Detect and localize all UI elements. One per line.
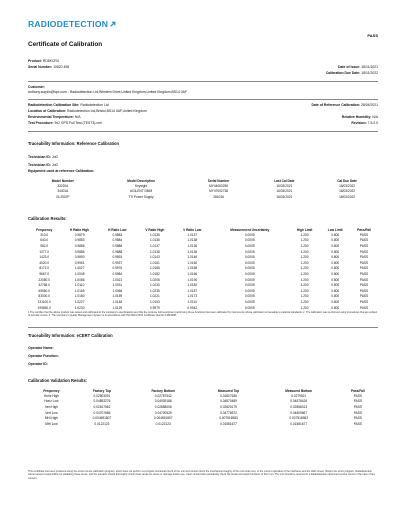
table-cell: 1.200: [300, 243, 309, 248]
table-cell: 1.0166: [149, 266, 160, 271]
table-cell: 0.02858006: [154, 404, 172, 409]
table-cell: 0.02856313: [290, 404, 308, 409]
table-cell: 0.02803091: [93, 393, 111, 398]
column-header: High Limit: [296, 227, 313, 232]
table-cell: 0.0005: [244, 232, 255, 237]
table-cell: 1.0066: [112, 288, 123, 293]
table-cell: Horiz High: [43, 393, 59, 398]
table-cell: 1.0136: [187, 243, 198, 248]
env-value: N/A: [74, 115, 81, 119]
table-cell: 0.01581677: [220, 421, 237, 426]
table-cell: PASS: [359, 266, 369, 271]
table-cell: 8172.0: [39, 266, 50, 271]
logo-text: RADIODETECTION: [28, 19, 109, 29]
table-cell: 16/03/2021: [276, 189, 293, 194]
table-cell: PASS: [353, 410, 363, 415]
table-cell: 0.9893: [112, 255, 123, 260]
humidity-label: Relative Humidity:: [341, 115, 372, 119]
table-cell: 1.200: [300, 299, 309, 304]
table-cell: PASS: [359, 260, 369, 265]
due-row: [326, 71, 378, 75]
table-cell: 0.0005: [244, 277, 255, 282]
table-cell: MHi Low: [45, 421, 58, 426]
table-cell: 1.0153: [149, 299, 160, 304]
ref-date-label: Date of Reference Calibration:: [311, 103, 361, 107]
brand-logo: [28, 19, 116, 30]
column-header: Frequency: [43, 388, 60, 393]
issue-label: Date of Issue:: [338, 65, 361, 69]
table-cell: 0.02825179: [220, 404, 237, 409]
env-label: Environmental Temperature:: [28, 115, 74, 119]
table-cell: 1.200: [300, 271, 309, 276]
table-cell: 16/03/2021: [276, 194, 293, 199]
location-row: [28, 109, 147, 113]
table-cell: 0.9883: [112, 232, 123, 237]
location-label: Location of Calibration:: [28, 109, 67, 113]
page-title: Certificate of Calibration: [28, 41, 103, 48]
table-cell: PASS: [353, 421, 363, 426]
column-header: Measured Top: [217, 388, 240, 393]
table-cell: 0.0122123: [94, 421, 110, 426]
revision-row: [351, 121, 378, 125]
results-title: Calibration Results:: [28, 216, 67, 221]
table-cell: 1.0221: [149, 294, 160, 299]
table-cell: 1.0135: [149, 232, 160, 237]
arrow-up-right-icon: [110, 21, 116, 27]
column-header: Measurement Uncertainty: [230, 227, 270, 232]
table-cell: 0.800: [331, 266, 340, 271]
table-cell: 1.0230: [74, 305, 85, 310]
table-cell: 0.0005: [244, 255, 255, 260]
table-cell: PASS: [359, 243, 369, 248]
humidity-value: N/A: [372, 115, 378, 119]
table-cell: PASS: [353, 404, 363, 409]
table-cell: PASS: [359, 288, 369, 293]
table-cell: PASS: [359, 249, 369, 254]
table-cell: 199650.0: [37, 305, 51, 310]
table-cell: 1.0159: [112, 294, 123, 299]
table-cell: 0.800: [331, 299, 340, 304]
table-cell: 1.0027: [74, 266, 85, 271]
table-cell: PASS: [353, 399, 363, 404]
table-cell: 1.200: [300, 283, 309, 288]
table-cell: 1.200: [300, 260, 309, 265]
table-cell: 0.800: [331, 260, 340, 265]
table-cell: 0.004691807: [153, 416, 173, 421]
table-cell: PASS: [359, 294, 369, 299]
tech2-row: [28, 163, 58, 167]
table-cell: 0.9961: [74, 260, 85, 265]
table-cell: 4020.0: [39, 260, 50, 265]
tech-row: [28, 155, 58, 159]
table-cell: 0.800: [331, 232, 340, 237]
table-cell: 0.9984: [112, 271, 123, 276]
table-cell: PASS: [359, 305, 369, 310]
table-cell: 1.0230: [149, 283, 160, 288]
table-cell: 1.0129: [112, 305, 123, 310]
column-header: Model Description: [127, 178, 155, 183]
table-cell: 0.9884: [112, 238, 123, 243]
table-cell: 1.0227: [74, 299, 85, 304]
table-cell: 1.0135: [187, 249, 198, 254]
table-cell: 0.800: [331, 288, 340, 293]
table-cell: 0.800: [331, 238, 340, 243]
table-cell: 0.0005: [244, 283, 255, 288]
results-table: [28, 227, 378, 310]
table-cell: 1.0165: [74, 288, 85, 293]
table-cell: PASS: [359, 283, 369, 288]
table-cell: 1.200: [300, 232, 309, 237]
table-cell: 0.9890: [74, 255, 85, 260]
divider: [28, 99, 378, 100]
env-row: [28, 115, 81, 119]
product-row: [28, 59, 59, 63]
table-cell: 1.200: [300, 294, 309, 299]
table-cell: 0.9886: [112, 243, 123, 248]
table-cell: 0.9883: [74, 238, 85, 243]
table-cell: 0.0005: [244, 299, 255, 304]
column-header: Pass/Fail: [357, 227, 371, 232]
table-cell: 22050.0: [38, 277, 50, 282]
table-cell: 9667.0: [39, 271, 50, 276]
table-cell: 0.04809667: [290, 410, 308, 415]
table-cell: 16/03/2022: [339, 183, 356, 188]
table-cell: 1.200: [300, 277, 309, 282]
table-cell: 1.0031: [112, 283, 123, 288]
tech2-label: Technician ID:: [28, 163, 51, 167]
issue-row: [338, 65, 378, 69]
table-cell: MY47002738: [209, 189, 229, 194]
table-cell: 0.9937: [112, 260, 123, 265]
operator-id-row: [28, 362, 48, 366]
table-cell: GL2507P: [56, 194, 70, 199]
revision-value: 7.5.2.0: [367, 121, 378, 125]
operator-id-label: Operator ID:: [28, 362, 48, 366]
table-cell: 1.0137: [187, 232, 198, 237]
table-cell: PASS: [359, 271, 369, 276]
table-cell: 1.0136: [149, 238, 160, 243]
table-cell: 0.800: [331, 255, 340, 260]
table-cell: 1.0173: [187, 294, 198, 299]
disclaimer: This certificate has been produced using the eCert remote calibration program. eCert does not perform a complete functional check of the unit and cannot check the mechanical integrity of the unit under test, or the current operation of the interfaces and the LED screen. Before the eCert program, Radiodetection cannot accept responsibility for validating these areas, and the operator should thoroughly check these areas for cause or damage before use. Users should also periodically check the locate and depth functions of their unit. The unit should be returned to a Radiodetection approved service centre in the case of any concern.: [28, 470, 376, 480]
table-cell: Vert High: [44, 404, 58, 409]
table-cell: 1.200: [300, 249, 309, 254]
table-cell: 1.200: [300, 238, 309, 243]
table-cell: AGILENT DMM: [130, 189, 153, 194]
table-cell: 310.0: [40, 232, 49, 237]
table-cell: 0.02787542: [154, 393, 172, 398]
table-cell: 1.0190: [187, 277, 198, 282]
customer-address: - Radiodetection Ltd,Western Drive,United Kingdom,United Kingdom,BS14 0AF: [66, 90, 187, 94]
table-cell: 1.0182: [187, 283, 198, 288]
table-cell: 0.04939188: [154, 399, 172, 404]
operator-function-row: [28, 354, 59, 358]
table-cell: MHi High: [44, 416, 58, 421]
table-cell: 0.0005: [244, 294, 255, 299]
table-cell: 0.0005: [244, 260, 255, 265]
traceability-title: Traceability Information: Reference Calibration: [28, 141, 119, 146]
table-cell: PASS: [359, 277, 369, 282]
serial-label: Serial Number:: [28, 65, 53, 69]
table-cell: 1.0148: [112, 299, 123, 304]
column-header: V Ratio High: [145, 227, 165, 232]
humidity-row: [342, 115, 378, 119]
table-cell: 0.0279921: [291, 393, 307, 398]
product-label: Product:: [28, 59, 42, 63]
table-cell: 16/03/2021: [276, 183, 293, 188]
due-value: 18/11/2022: [361, 71, 378, 75]
tech-value: JoD: [51, 155, 58, 159]
table-cell: 32768.0: [38, 283, 50, 288]
table-cell: TTi Power Supply: [128, 194, 154, 199]
column-header: Model Number: [51, 178, 74, 183]
table-cell: 1.0168: [187, 266, 198, 271]
table-cell: 0.0005: [244, 305, 255, 310]
table-cell: 0.0122123: [155, 421, 171, 426]
table-cell: 34401A: [57, 189, 69, 194]
table-cell: MY44063296: [209, 183, 229, 188]
table-cell: 1.0206: [149, 277, 160, 282]
table-cell: 1.0166: [187, 271, 198, 276]
table-cell: Keysight: [134, 183, 148, 188]
table-cell: PASS: [353, 393, 363, 398]
column-header: H Ratio High: [70, 227, 90, 232]
table-cell: 1.0235: [149, 288, 160, 293]
equipment-label-text: Equipment used at reference Calibration:: [28, 169, 95, 173]
table-cell: 1.0138: [187, 238, 198, 243]
product-value: RD8KCRX: [42, 59, 60, 63]
table-cell: 65560.0: [38, 288, 50, 293]
equipment-label: [28, 169, 94, 173]
table-cell: 131100.0: [37, 299, 51, 304]
table-row: [28, 305, 378, 311]
table-cell: 0.800: [331, 243, 340, 248]
table-cell: 0.800: [331, 249, 340, 254]
equipment-table: [28, 178, 378, 200]
table-cell: 0.9979: [149, 305, 160, 310]
table-cell: 0.007516983: [289, 416, 308, 421]
table-cell: 1.200: [300, 288, 309, 293]
table-row: [28, 194, 378, 200]
table-cell: 0.0005: [244, 266, 255, 271]
validation-title: Calibration Validation Results:: [28, 378, 88, 383]
table-cell: 0.9886: [74, 249, 85, 254]
table-cell: 0.9976: [112, 266, 123, 271]
divider: [28, 327, 378, 328]
serial-row: [28, 65, 69, 69]
location-value: Radiodetection Ltd,Bristol,BS14 0AF,United Kingdom: [67, 109, 147, 113]
table-cell: PASS: [353, 416, 363, 421]
table-cell: 0.01581677: [290, 421, 308, 426]
table-cell: 16/03/2022: [339, 189, 356, 194]
table-cell: 1.0161: [149, 260, 160, 265]
ecert-title: Traceability Information: eCERT Calibration: [28, 333, 113, 338]
customer-label: [28, 85, 45, 89]
table-cell: 0.800: [331, 271, 340, 276]
table-cell: 0.800: [331, 283, 340, 288]
table-cell: 1.0143: [149, 255, 160, 260]
column-header: Factory Top: [92, 388, 111, 393]
divider: [28, 81, 378, 82]
table-cell: 0.007516983: [219, 416, 238, 421]
table-cell: 0.0005: [244, 238, 255, 243]
table-cell: 1.0187: [187, 288, 198, 293]
operator-name-label: Operator Name:: [28, 346, 54, 350]
table-cell: 0.9942: [187, 305, 198, 310]
table-cell: 0.9879: [74, 232, 85, 237]
cal-site-row: [28, 103, 109, 107]
table-cell: 0.800: [331, 294, 340, 299]
table-cell: 0.9886: [74, 243, 85, 248]
customer-label-text: Customer:: [28, 85, 45, 89]
tech2-value: JoD: [51, 163, 58, 167]
table-cell: 0.0005: [244, 243, 255, 248]
table-cell: 0.800: [331, 305, 340, 310]
table-cell: 16/03/2022: [339, 194, 356, 199]
table-cell: 1.0160: [187, 260, 198, 265]
table-cell: 1.200: [300, 266, 309, 271]
table-cell: 281036: [213, 194, 224, 199]
table-cell: PASS: [359, 238, 369, 243]
divider: [28, 131, 378, 132]
table-row: [28, 421, 378, 427]
table-cell: 33220A: [57, 183, 69, 188]
table-cell: 83000.0: [38, 294, 50, 299]
table-cell: 0.800: [331, 277, 340, 282]
table-cell: Horiz Low: [44, 399, 59, 404]
customer-row: [28, 90, 187, 94]
footnote: 1 The certifies that the above product was tested and calibrated to the company's specifications and that the purpose built equipment performing these functions has been calibrated by instruments whose calibration is traceable to national standards. 2. The calibration was performed using procedures that are subject to periodic review. 3. The Company's Quality Management System is in accordance with ISO 9001:2015 Certificate Number FM23698.: [28, 311, 378, 318]
table-cell: 1.0110: [187, 299, 197, 304]
table-cell: 1.0021: [112, 277, 123, 282]
table-cell: 0.02807636: [220, 393, 237, 398]
table-cell: 0.004691807: [92, 416, 112, 421]
table-cell: 1.0138: [149, 249, 160, 254]
issue-value: 18/11/2021: [361, 65, 378, 69]
column-header: Low Limit: [327, 227, 343, 232]
table-cell: 0.04893276: [93, 399, 111, 404]
table-cell: PASS: [359, 255, 369, 260]
customer-email: anthony.surplin@spx.com: [28, 90, 67, 94]
table-cell: 1.200: [300, 255, 309, 260]
table-cell: 0.04870489: [220, 399, 237, 404]
table-cell: Vert Low: [45, 410, 58, 415]
table-cell: 1.0110: [74, 283, 85, 288]
cal-site-label: Radiodetection Calibration Site:: [28, 103, 80, 107]
due-label: Calibration Due Date:: [325, 71, 361, 75]
table-cell: 1.200: [300, 305, 309, 310]
table-cell: 0.04878426: [290, 399, 308, 404]
table-cell: 1077.0: [39, 249, 50, 254]
revision-label: Revision:: [351, 121, 367, 125]
cal-site-value: Radiodetection Ltd: [80, 103, 109, 107]
table-cell: 0.0005: [244, 271, 255, 276]
ref-date-row: [311, 103, 378, 107]
operator-function-label: Operator Function:: [28, 354, 59, 358]
table-cell: PASS: [359, 232, 369, 237]
table-cell: 1.0045: [74, 271, 85, 276]
ref-date-value: 28/04/2021: [361, 103, 378, 107]
table-cell: 1.0086: [74, 277, 85, 282]
procedure-value: 9x2 GPS Full Test (TEST3).xml: [54, 121, 102, 125]
table-cell: 0.0005: [244, 288, 255, 293]
column-header: Factory Bottom: [151, 388, 175, 393]
column-header: Frequency: [36, 227, 53, 232]
column-header: V Ratio Low: [183, 227, 202, 232]
table-cell: 1423.0: [39, 255, 50, 260]
column-header: H Ratio Low: [108, 227, 127, 232]
table-cell: 1.0137: [149, 243, 160, 248]
procedure-label: Test Procedure:: [28, 121, 54, 125]
table-cell: 1.0146: [187, 255, 198, 260]
tech-label: Technician ID:: [28, 155, 51, 159]
column-header: Pass/Fail: [350, 388, 365, 393]
table-cell: 0.9888: [112, 249, 123, 254]
table-cell: PASS: [359, 299, 369, 304]
column-header: Cal Due Date: [337, 178, 357, 183]
table-cell: 0.04776572: [220, 410, 237, 415]
table-cell: 0.04707686: [93, 410, 111, 415]
validation-table: [28, 388, 378, 427]
column-header: Last Cal Date: [274, 178, 295, 183]
table-cell: 0.04700529: [154, 410, 172, 415]
table-cell: 1.0180: [74, 294, 85, 299]
column-header: Measured Bottom: [285, 388, 313, 393]
operator-name-row: [28, 346, 54, 350]
column-header: Serial Number: [207, 178, 230, 183]
table-cell: 982.0: [40, 243, 49, 248]
table-cell: 0.0005: [244, 249, 255, 254]
table-cell: 640.0: [40, 238, 49, 243]
serial-value: 10820 498: [53, 65, 70, 69]
table-cell: 0.02817562: [93, 404, 111, 409]
status-badge: PASS: [367, 33, 378, 38]
procedure-row: [28, 121, 102, 125]
table-cell: 1.0182: [149, 271, 160, 276]
